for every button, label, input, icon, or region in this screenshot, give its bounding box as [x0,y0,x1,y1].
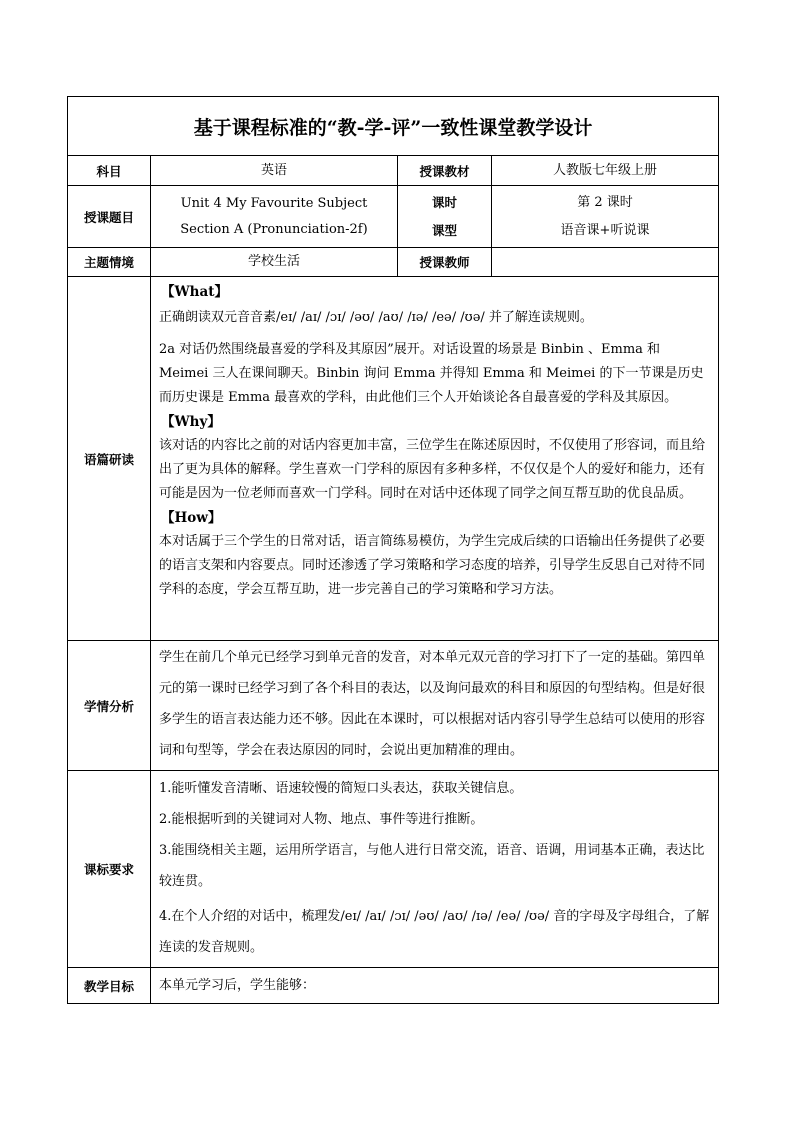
textbook-value: 人教版七年级上册 [492,156,719,186]
subject-label: 科目 [68,156,151,186]
lesson-plan-page [67,96,718,1004]
learner-analysis-label: 学情分析 [68,641,151,771]
how-paragraph: 本对话属于三个学生的日常对话，语言简练易模仿，为学生完成后续的口语输出任务提供了必要的语言支架和内容要点。同时还渗透了学习策略和学习态度的培养，引导学生反思自己对待不同学科的态度，学会互帮互助，进一步完善自己的学习策略和学习方法。 [159,534,706,597]
requirement-item: 3.能围绕相关主题，运用所学语言，与他人进行日常交流，语音、语调，用词基本正确，表达比较连贯。 [159,843,705,889]
what-heading: 【What】 [161,284,228,300]
theme-label: 主题情境 [68,248,151,277]
period-type-labels [398,186,492,248]
learner-analysis-text: 学生在前几个单元已经学习到单元音的发音，对本单元双元音的学习打下了一定的基础。第四单元的第一课时已经学习到了各个科目的表达，以及询问最欢的科目和原因的句型结构。但是好很多学生的语言表达能力还不够。因此在本课时，可以根据对话内容引导学生总结可以使用的形容词和句型等，学会在表达原因的同时，会说出更加精准的理由。 [159,650,706,758]
teaching-objectives-content [151,968,719,1004]
text-analysis-label: 语篇研读 [68,277,151,641]
topic-label: 授课题目 [68,186,151,248]
what-paragraph-2: 2a 对话仍然围绕最喜爱的学科及其原因”展开。对话设置的场景是 Binbin 、Emma 和 Meimei 三人在课间聊天。Binbin 询问 Emma 并得知 Emma 和 Meimei 的下一节课是历史而历史课是 Emma 最喜欢的学科，由此他们三个人开始谈论各自最喜爱的学科及其原因。 [159,342,704,405]
textbook-label: 授课教材 [398,156,492,186]
teaching-objectives-label: 教学目标 [68,968,151,1004]
topic-line-2: Section A (Pronunciation-2f) [180,221,368,237]
why-heading: 【Why】 [161,414,221,430]
type-value: 语音课+听说课 [560,222,650,238]
curriculum-requirements-label: 课标要求 [68,771,151,968]
period-value: 第 2 课时 [577,194,633,210]
topic-value [151,186,398,248]
period-label: 课时 [431,194,457,210]
curriculum-requirements-content [151,771,719,968]
document-title: 基于课程标准的“教-学-评”一致性课堂教学设计 [68,97,719,156]
lesson-plan-table [67,96,719,1004]
type-label: 课型 [431,222,457,238]
text-analysis-content [151,277,719,641]
requirement-item: 1.能听懂发音清晰、语速较慢的简短口头表达，获取关键信息。 [159,781,523,796]
period-type-values [492,186,719,248]
requirement-item: 4.在个人介绍的对话中，梳理发/eɪ/ /aɪ/ /ɔɪ/ /əʊ/ /aʊ/ /ɪə/ /eə/ /ʊə/ 音的字母及字母组合，了解连读的发音规则。 [159,909,710,955]
subject-value: 英语 [151,156,398,186]
what-paragraph-1: 正确朗读双元音音素/eɪ/ /aɪ/ /ɔɪ/ /əʊ/ /aʊ/ /ɪə/ /eə/ /ʊə/ 并了解连读规则。 [159,310,593,325]
requirement-item: 2.能根据听到的关键词对人物、地点、事件等进行推断。 [159,812,484,827]
teacher-value [492,248,719,277]
theme-value: 学校生活 [151,248,398,277]
learner-analysis-content [151,641,719,771]
why-paragraph: 该对话的内容比之前的对话内容更加丰富，三位学生在陈述原因时，不仅使用了形容词，而且给出了更为具体的解释。学生喜欢一门学科的原因有多种多样，不仅仅是个人的爱好和能力，还有可能是因为一位老师而喜欢一门学科。同时在对话中还体现了同学之间互帮互助的优良品质。 [159,438,706,501]
topic-line-1: Unit 4 My Favourite Subject [180,195,368,211]
how-heading: 【How】 [161,510,222,526]
teaching-objectives-text: 本单元学习后，学生能够： [159,978,316,993]
teacher-label: 授课教师 [398,248,492,277]
